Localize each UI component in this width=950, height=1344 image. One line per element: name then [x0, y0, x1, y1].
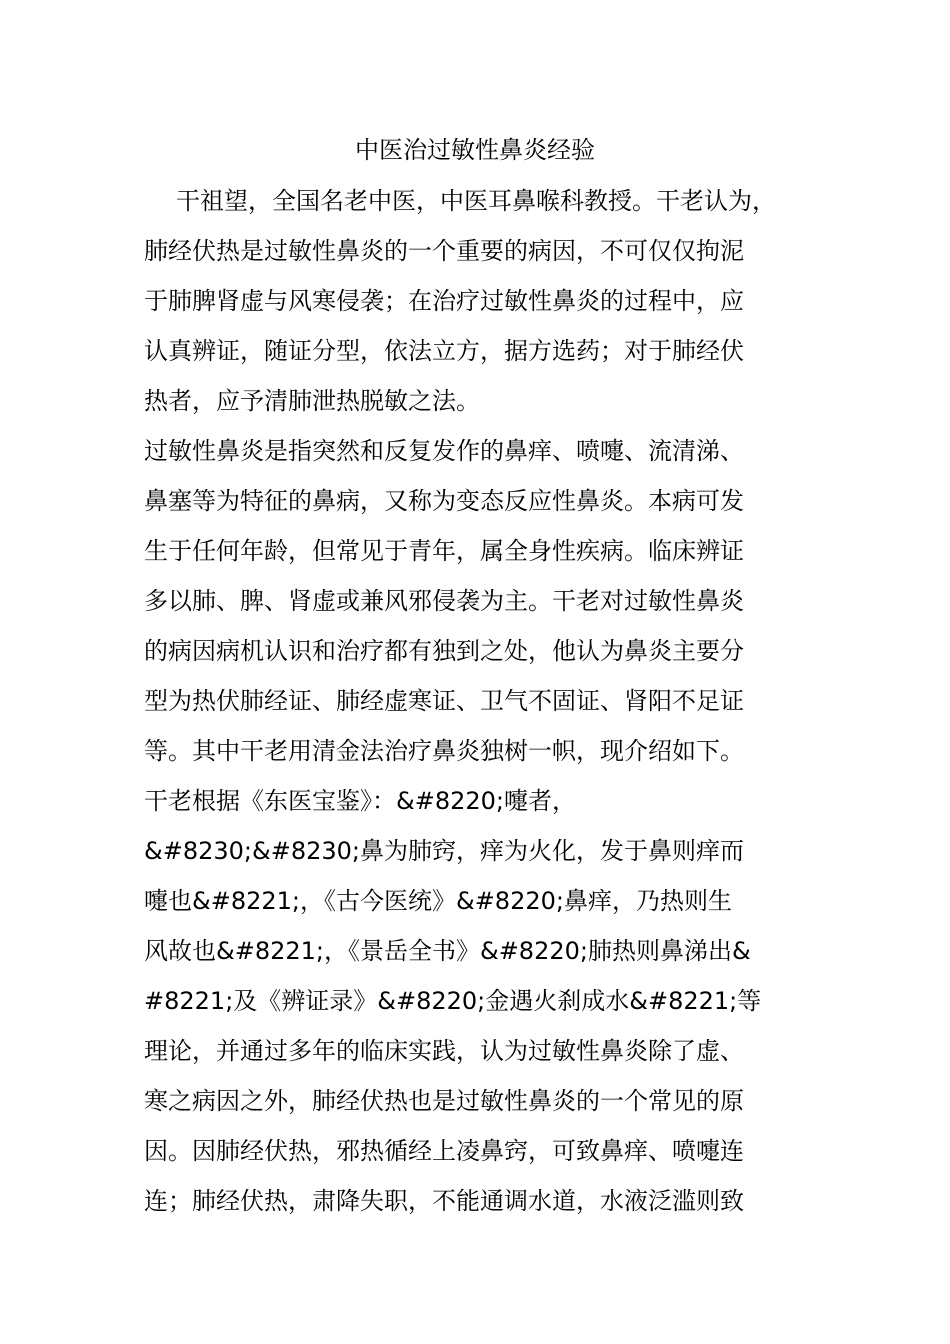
body-text [144, 176, 814, 1226]
text-line: 嚏也&#8221;，《古今医统》&#8220;鼻痒，乃热则生 [144, 887, 732, 915]
text-line: 风故也&#8221;，《景岳全书》&#8220;肺热则鼻涕出& [144, 937, 751, 965]
text-line: 的病因病机认识和治疗都有独到之处，他认为鼻炎主要分 [144, 637, 744, 665]
text-line: 过敏性鼻炎是指突然和反复发作的鼻痒、喷嚏、流清涕、 [144, 437, 744, 465]
text-line: 型为热伏肺经证、肺经虚寒证、卫气不固证、肾阳不足证 [144, 687, 744, 715]
text-line: #8221;及《辨证录》&#8220;金遇火刹成水&#8221;等 [144, 987, 762, 1015]
text-line: 肺经伏热是过敏性鼻炎的一个重要的病因，不可仅仅拘泥 [144, 237, 744, 265]
text-line: 连；肺经伏热，肃降失职，不能通调水道，水液泛滥则致 [144, 1187, 744, 1215]
text-line: 干祖望，全国名老中医，中医耳鼻喉科教授。干老认为， [176, 187, 776, 215]
document-title: 中医治过敏性鼻炎经验 [355, 136, 595, 164]
text-line: 认真辨证，随证分型，依法立方，据方选药；对于肺经伏 [144, 337, 744, 365]
text-line: 鼻塞等为特征的鼻病，又称为变态反应性鼻炎。本病可发 [144, 487, 744, 515]
text-line: 因。因肺经伏热，邪热循经上凌鼻窍，可致鼻痒、喷嚏连 [144, 1137, 744, 1165]
text-line: 理论，并通过多年的临床实践，认为过敏性鼻炎除了虚、 [144, 1037, 744, 1065]
text-line: 等。其中干老用清金法治疗鼻炎独树一帜，现介绍如下。 [144, 737, 744, 765]
text-line: &#8230;&#8230;鼻为肺窍，痒为火化，发于鼻则痒而 [144, 837, 744, 865]
text-line: 干老根据《东医宝鉴》：&#8220;嚏者， [144, 787, 576, 815]
text-line: 寒之病因之外，肺经伏热也是过敏性鼻炎的一个常见的原 [144, 1087, 744, 1115]
text-line: 热者，应予清肺泄热脱敏之法。 [144, 387, 480, 415]
text-line: 多以肺、脾、肾虚或兼风邪侵袭为主。干老对过敏性鼻炎 [144, 587, 744, 615]
text-line: 生于任何年龄，但常见于青年，属全身性疾病。临床辨证 [144, 537, 744, 565]
text-line: 于肺脾肾虚与风寒侵袭；在治疗过敏性鼻炎的过程中，应 [144, 287, 744, 315]
